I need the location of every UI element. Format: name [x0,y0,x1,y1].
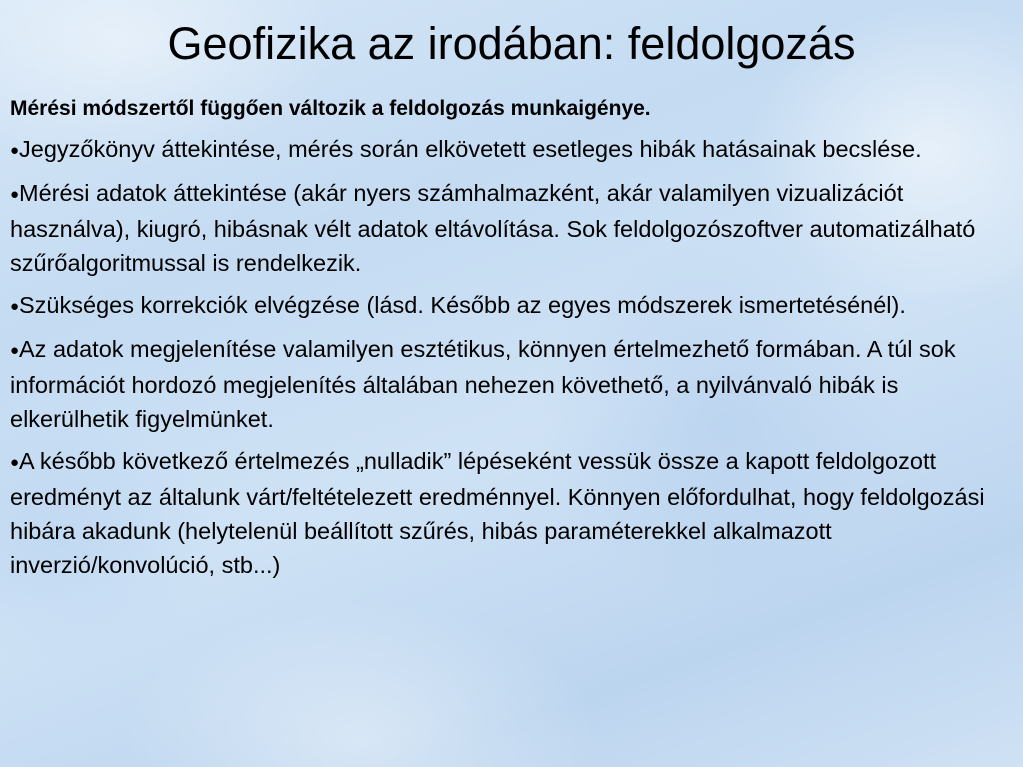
bullet-item [10,132,1010,168]
bullet-text: Mérési adatok áttekintése (akár nyers számhalmazként, akár valamilyen vizualizációt használva), kiugró, hibásnak vélt adatok eltávolítása. Sok feldolgozószoftver automatizálható szűrőalgoritmussal is rendelkezik. [10,180,976,276]
bullet-icon: ● [10,298,20,315]
bullet-item [10,288,1010,324]
bullet-list [10,132,1010,582]
bullet-icon: ● [10,342,20,359]
bullet-item [10,332,1010,436]
slide-subtitle: Mérési módszertől függően változik a feldolgozás munkaigénye. [10,97,651,120]
bullet-item [10,176,1010,280]
bullet-text: Az adatok megjelenítése valamilyen esztétikus, könnyen értelmezhető formában. A túl sok információt hordozó megjelenítés általában nehezen követhető, a nyilvánvaló hibák is elkerülhetik figyelmünket. [10,336,956,432]
bullet-item [10,444,1010,582]
bullet-icon: ● [10,454,20,471]
bullet-text: Szükséges korrekciók elvégzése (lásd. Később az egyes módszerek ismertetésénél). [19,292,906,318]
bullet-text: A később következő értelmezés „nulladik” lépéseként vessük össze a kapott feldolgozott eredményt az általunk várt/feltételezett eredménnyel. Könnyen előfordulhat, hogy feldolgozási hibára akadunk (helytelenül beállított szűrés, hibás paraméterekkel alkalmazott inverzió/konvolúció, stb...) [10,448,985,578]
bullet-icon: ● [10,142,20,159]
bullet-icon: ● [10,186,20,203]
bullet-text: Jegyzőkönyv áttekintése, mérés során elkövetett esetleges hibák hatásainak becslése. [19,136,922,162]
slide-content [10,94,1010,590]
slide-title: Geofizika az irodában: feldolgozás [167,18,856,69]
